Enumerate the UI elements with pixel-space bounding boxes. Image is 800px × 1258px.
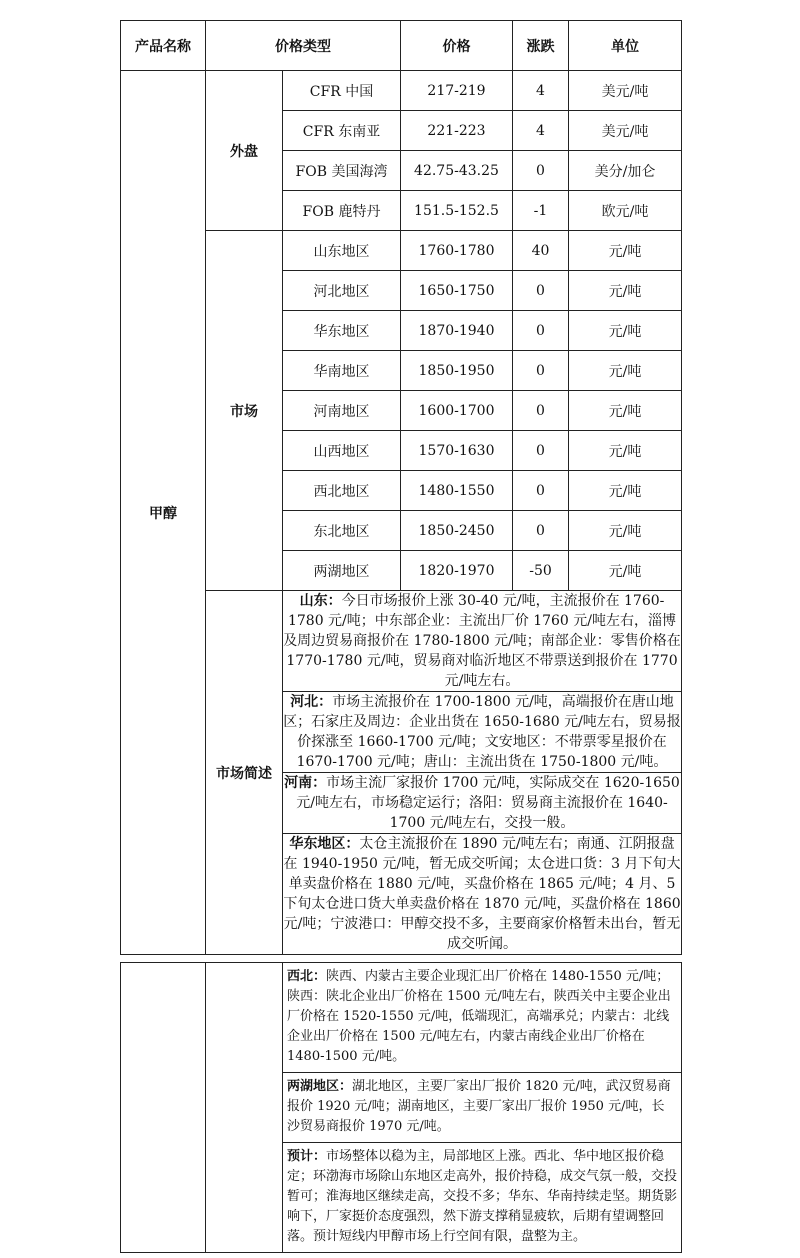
change-cell: 4 <box>513 111 569 151</box>
summary-text: 湖北地区，主要厂家出厂报价 1820 元/吨，武汉贸易商报价 1920 元/吨；湖南地区，主要厂家出厂报价 1950 元/吨，长沙贸易商报价 1970 元/吨。 <box>287 1079 671 1134</box>
change-cell: 0 <box>513 391 569 431</box>
summary-key: 华东地区： <box>289 836 360 852</box>
product-name: 甲醇 <box>121 71 206 955</box>
header-product: 产品名称 <box>121 21 206 71</box>
page-break-gap <box>120 955 681 962</box>
unit-cell: 元/吨 <box>569 471 682 511</box>
price-cell: 1570-1630 <box>401 431 513 471</box>
unit-cell: 元/吨 <box>569 551 682 591</box>
summary-row <box>121 591 682 692</box>
price-table <box>120 20 682 955</box>
summary-text: 太仓主流报价在 1890 元/吨左右；南通、江阴报盘在 1940-1950 元/吨，暂无成交听闻；太仓进口货：3 月下旬大单卖盘价格在 1880 元/吨，买盘价格在 1865 元/吨；4 月、5 下旬太仓进口货大单卖盘价格在 1870 元/吨，买盘价格在 1860 元/吨；宁波港口：甲醇交投不多，主要商家价格暂未出台，暂无成交听闻。 <box>283 836 681 952</box>
summary-text: 市场主流报价在 1700-1800 元/吨，高端报价在唐山地区；石家庄及周边：企业出货在 1650-1680 元/吨左右，贸易报价探涨至 1660-1700 元/吨；文安地区：不带票零星报价在 1670-1700 元/吨；唐山：主流出货在 1750-1800 元/吨。 <box>283 694 681 770</box>
summary-row <box>121 963 682 1073</box>
header-unit: 单位 <box>569 21 682 71</box>
summary-text: 今日市场报价上涨 30-40 元/吨，主流报价在 1760-1780 元/吨；中东部企业：主流出厂价 1760 元/吨左右，淄博及周边贸易商报价在 1780-1800 元/吨；南部企业：零售价格在 1770-1780 元/吨，贸易商对临沂地区不带票送到报价在 1770 元/吨左右。 <box>283 593 681 689</box>
group-summary: 市场简述 <box>206 591 283 955</box>
summary-cell <box>283 963 682 1073</box>
price-type-cell: 河南地区 <box>283 391 401 431</box>
group-external: 外盘 <box>206 71 283 231</box>
header-price: 价格 <box>401 21 513 71</box>
price-type-cell: 河北地区 <box>283 271 401 311</box>
price-type-cell: FOB 美国海湾 <box>283 151 401 191</box>
summary-cell <box>283 834 682 955</box>
price-cell: 217-219 <box>401 71 513 111</box>
price-type-cell: CFR 东南亚 <box>283 111 401 151</box>
price-type-cell: 西北地区 <box>283 471 401 511</box>
price-cell: 1870-1940 <box>401 311 513 351</box>
change-cell: 0 <box>513 151 569 191</box>
price-type-cell: 东北地区 <box>283 511 401 551</box>
price-table-continued <box>120 962 682 1253</box>
summary-text: 市场整体以稳为主，局部地区上涨。西北、华中地区报价稳定；环渤海市场除山东地区走高外，报价持稳，成交气氛一般，交投暂可；淮海地区继续走高，交投不多；华东、华南持续走坚。期货影响下，厂家挺价态度强烈，然下游支撑稍显疲软，后期有望调整回落。预计短线内甲醇市场上行空间有限，盘整为主。 <box>287 1149 678 1244</box>
summary-cell <box>283 1143 682 1253</box>
summary-key: 两湖地区： <box>287 1079 353 1094</box>
price-type-cell: 山东地区 <box>283 231 401 271</box>
price-cell: 221-223 <box>401 111 513 151</box>
unit-cell: 元/吨 <box>569 351 682 391</box>
price-cell: 1480-1550 <box>401 471 513 511</box>
change-cell: -1 <box>513 191 569 231</box>
unit-cell: 美元/吨 <box>569 71 682 111</box>
change-cell: 4 <box>513 71 569 111</box>
change-cell: 0 <box>513 311 569 351</box>
price-cell: 1650-1750 <box>401 271 513 311</box>
table-row <box>121 231 682 271</box>
change-cell: 0 <box>513 351 569 391</box>
price-type-cell: 华南地区 <box>283 351 401 391</box>
price-type-cell: CFR 中国 <box>283 71 401 111</box>
price-type-cell: 两湖地区 <box>283 551 401 591</box>
change-cell: -50 <box>513 551 569 591</box>
change-cell: 0 <box>513 271 569 311</box>
unit-cell: 美分/加仑 <box>569 151 682 191</box>
price-sheet <box>120 20 681 1253</box>
header-change: 涨跌 <box>513 21 569 71</box>
summary-cell <box>283 591 682 692</box>
table-row <box>121 71 682 111</box>
change-cell: 40 <box>513 231 569 271</box>
summary-cell <box>283 692 682 773</box>
price-type-cell: 山西地区 <box>283 431 401 471</box>
summary-key: 河南： <box>284 775 327 791</box>
summary-key: 预计： <box>287 1149 327 1164</box>
product-cell-blank <box>121 963 206 1253</box>
price-cell: 1850-2450 <box>401 511 513 551</box>
summary-key: 河北： <box>290 694 333 710</box>
price-cell: 1600-1700 <box>401 391 513 431</box>
price-type-cell: 华东地区 <box>283 311 401 351</box>
summary-cell <box>283 773 682 834</box>
group-cell-blank <box>206 963 283 1253</box>
price-cell: 1820-1970 <box>401 551 513 591</box>
unit-cell: 元/吨 <box>569 391 682 431</box>
price-type-cell: FOB 鹿特丹 <box>283 191 401 231</box>
price-cell: 1850-1950 <box>401 351 513 391</box>
header-price-type: 价格类型 <box>206 21 401 71</box>
header-row <box>121 21 682 71</box>
unit-cell: 元/吨 <box>569 311 682 351</box>
unit-cell: 元/吨 <box>569 511 682 551</box>
unit-cell: 美元/吨 <box>569 111 682 151</box>
change-cell: 0 <box>513 431 569 471</box>
summary-key: 山东： <box>299 593 342 609</box>
unit-cell: 欧元/吨 <box>569 191 682 231</box>
price-cell: 1760-1780 <box>401 231 513 271</box>
unit-cell: 元/吨 <box>569 231 682 271</box>
change-cell: 0 <box>513 511 569 551</box>
summary-cell <box>283 1073 682 1143</box>
summary-key: 西北： <box>287 969 327 984</box>
unit-cell: 元/吨 <box>569 271 682 311</box>
group-market: 市场 <box>206 231 283 591</box>
summary-text: 市场主流厂家报价 1700 元/吨，实际成交在 1620-1650 元/吨左右，市场稳定运行；洛阳：贸易商主流报价在 1640-1700 元/吨左右，交投一般。 <box>296 775 680 831</box>
unit-cell: 元/吨 <box>569 431 682 471</box>
summary-text: 陕西、内蒙古主要企业现汇出厂价格在 1480-1550 元/吨；陕西：陕北企业出厂价格在 1500 元/吨左右，陕西关中主要企业出厂价格在 1520-1550 元/吨，低端现汇，高端承兑；内蒙古：北线企业出厂价格在 1500 元/吨左右，内蒙古南线企业出厂价格在 1480-1500 元/吨。 <box>287 969 671 1064</box>
change-cell: 0 <box>513 471 569 511</box>
price-cell: 151.5-152.5 <box>401 191 513 231</box>
price-cell: 42.75-43.25 <box>401 151 513 191</box>
